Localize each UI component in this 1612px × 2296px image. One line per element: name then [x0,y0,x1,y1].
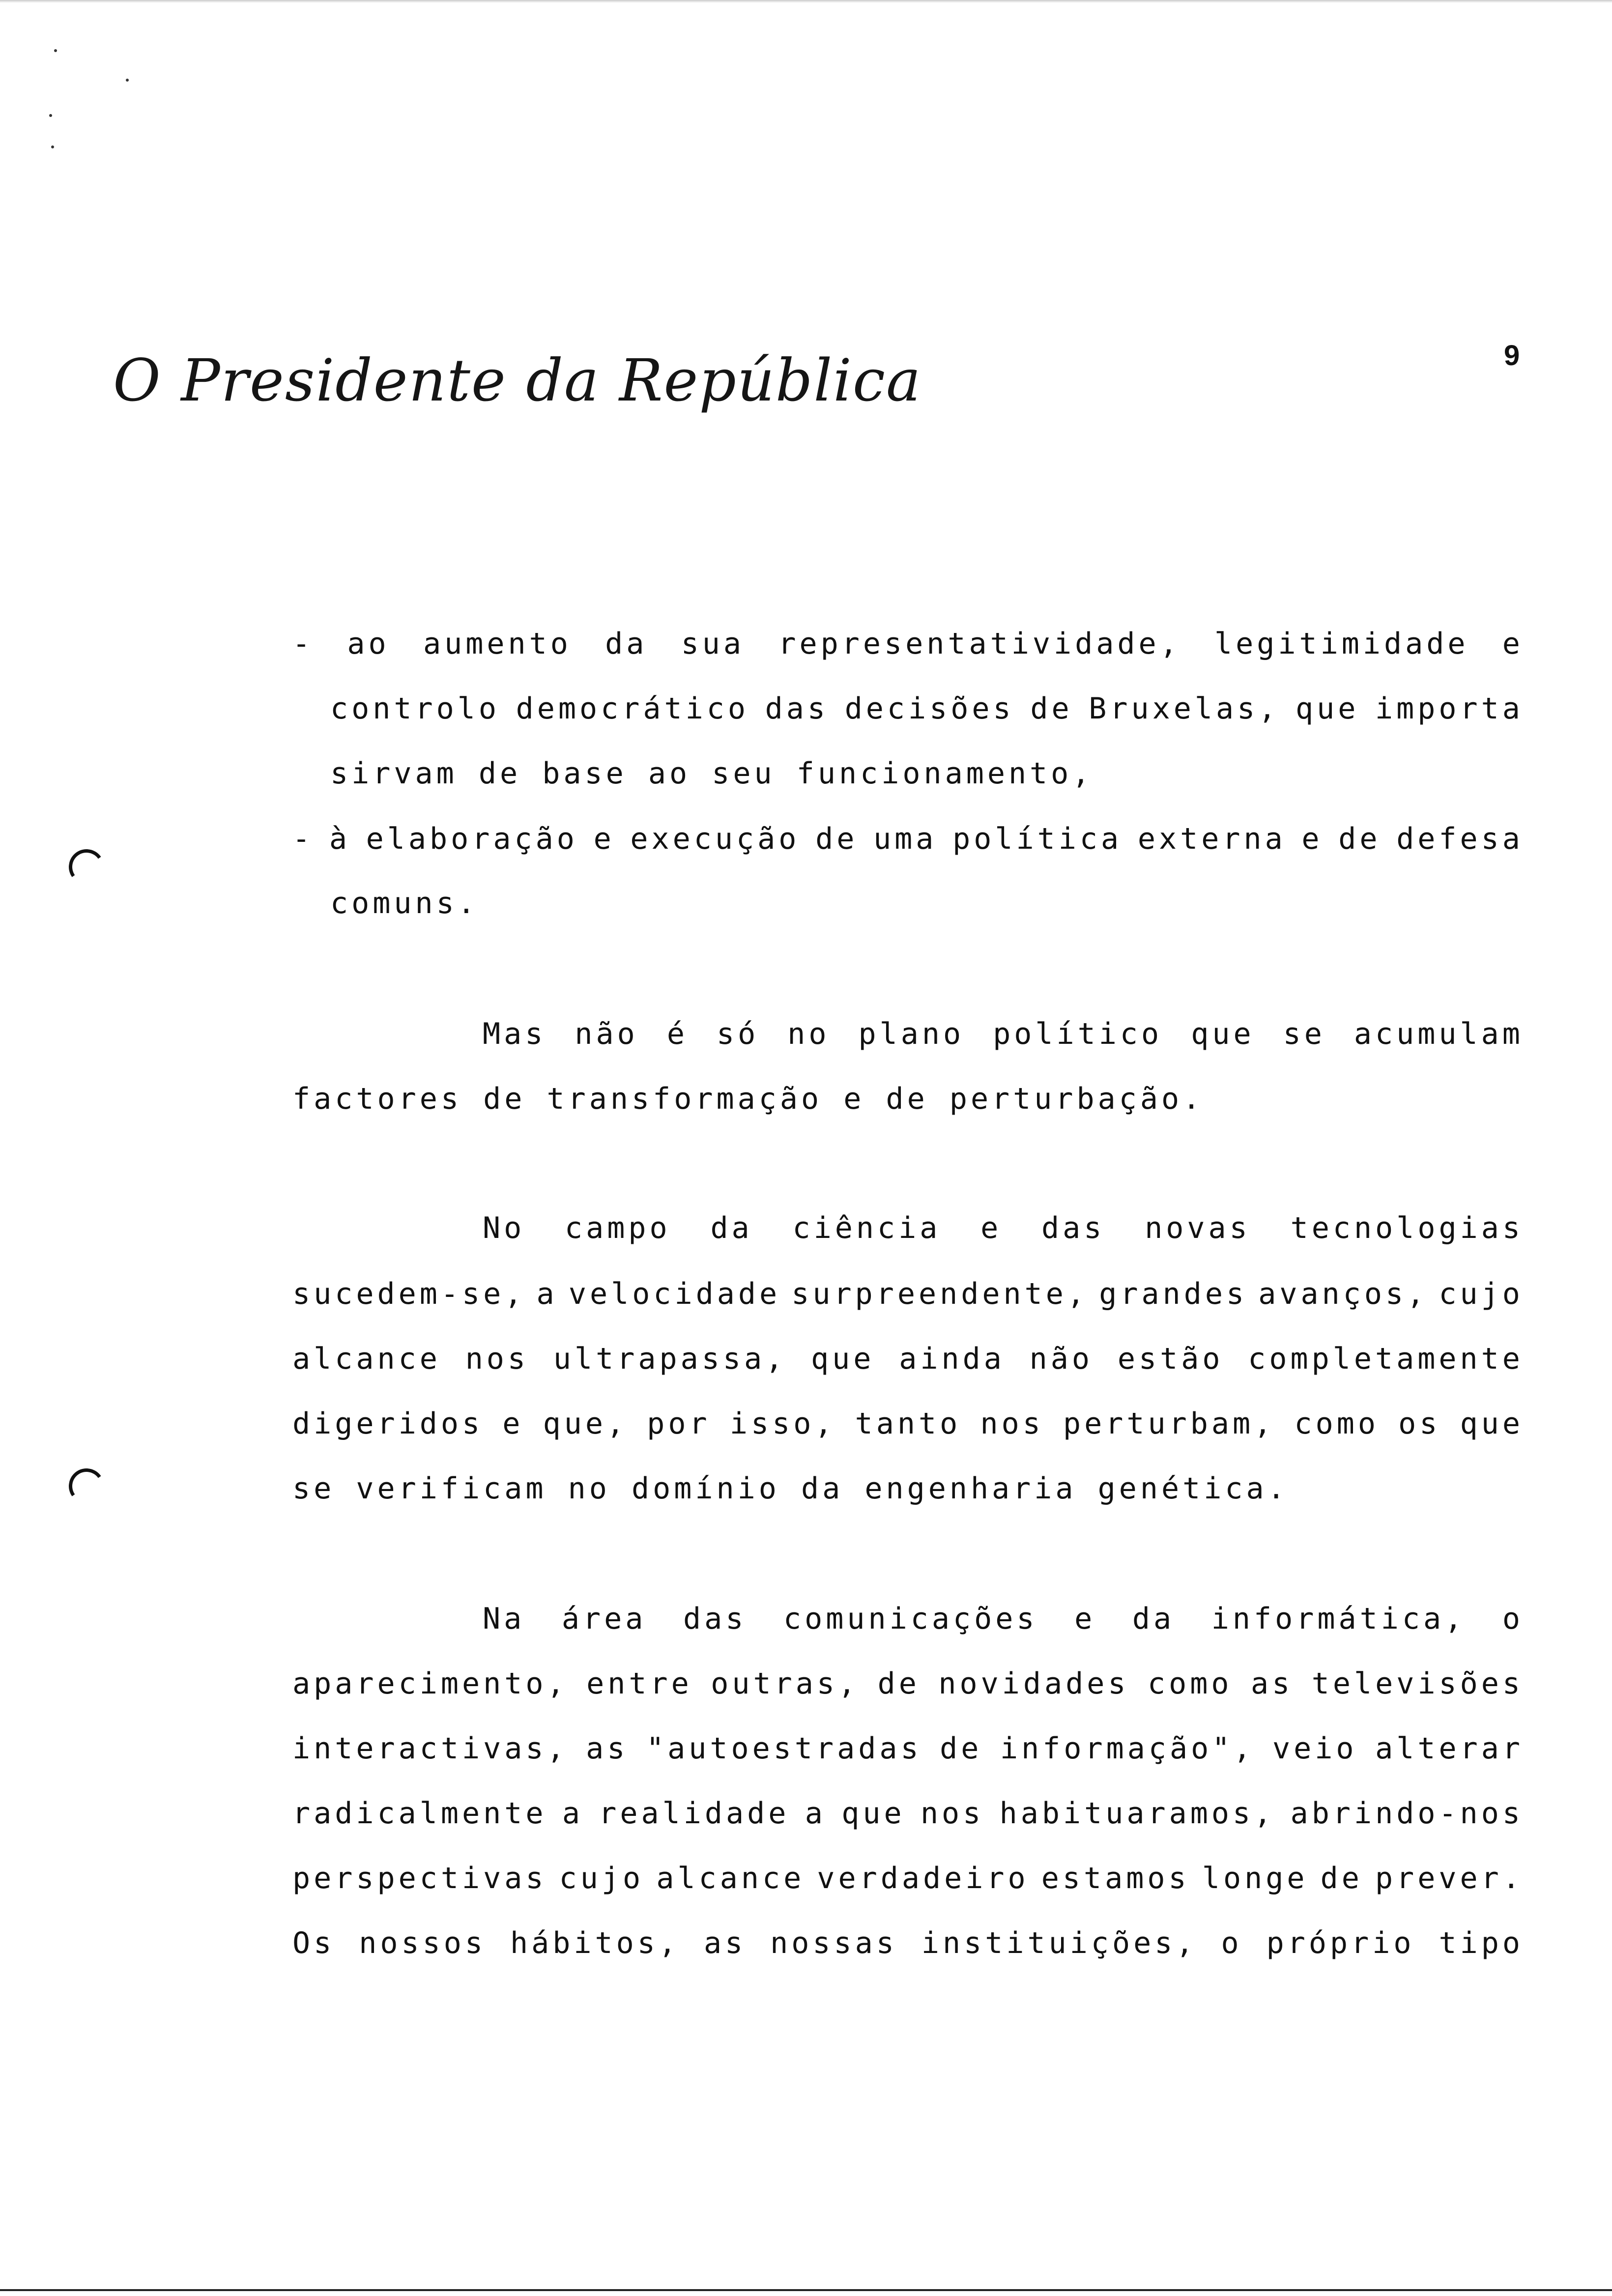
word: as [703,1926,747,1960]
word: - [292,627,314,661]
text-line [292,1344,1524,1374]
word: execução [630,822,800,856]
word: instituições, [921,1926,1197,1960]
word: completamente [1248,1342,1524,1376]
word: tipo [1439,1926,1524,1960]
page-number: 9 [1504,340,1520,372]
word: a [536,1277,558,1311]
word: verdadeiro [817,1861,1029,1895]
word: velocidade [568,1277,781,1311]
word: nossos [359,1926,486,1960]
word: alcance [292,1342,441,1376]
word: de [877,1666,920,1701]
word: tanto [855,1406,961,1441]
word: política [952,822,1123,856]
word: novas [1145,1211,1251,1245]
word: e [1502,627,1524,661]
word: outras, [711,1666,860,1701]
word: ainda [899,1342,1005,1376]
word: digeridos [292,1406,484,1441]
word: o [1502,1602,1524,1636]
word: não [575,1017,638,1051]
word: que [1460,1406,1524,1441]
word: da [710,1211,753,1245]
word: avanços, [1258,1277,1428,1311]
word: comunicações [783,1602,1038,1636]
word: e [1074,1602,1096,1636]
text-line [292,1666,1524,1701]
word: sucedem-se, [292,1277,526,1311]
word: aparecimento, [292,1666,568,1701]
word: que [811,1342,875,1376]
word: os [1398,1406,1441,1441]
word: de [940,1731,982,1766]
word: representatividade, [778,627,1181,661]
text-line [483,1019,1524,1049]
word: informática, [1211,1602,1466,1636]
word: elaboração [366,822,578,856]
word: nos [980,1406,1044,1441]
text-line [292,1928,1524,1958]
word: televisões [1311,1666,1524,1701]
word: nossas [770,1926,897,1960]
word: isso, [729,1406,836,1441]
word: longe [1202,1861,1308,1895]
word: decisões [844,691,1014,726]
scan-speck [51,145,54,148]
word: de [1030,691,1073,726]
word: interactivas, [292,1731,568,1766]
word: hábitos, [510,1926,680,1960]
word: e [1301,822,1323,856]
word: surpreendente, [791,1277,1089,1311]
word: cujo [559,1861,644,1895]
text-line [292,1406,1524,1441]
word: externa [1137,822,1286,856]
word: abrindo-nos [1290,1796,1524,1831]
scan-speck [54,49,57,52]
word: se [1283,1017,1325,1051]
punch-hole-icon [66,1465,107,1506]
word: e [980,1211,1002,1245]
word: que, [543,1406,628,1441]
letterhead-title: O Presidente da República [113,346,922,414]
text-line [292,1731,1524,1766]
scan-speck [126,79,129,82]
word: de [1320,1861,1363,1895]
word: informação", [1000,1731,1255,1766]
word: próprio [1266,1926,1415,1960]
word: democrático [516,691,749,726]
word: da [1132,1602,1175,1636]
word: ao [347,627,390,661]
word: legitimidade [1214,627,1469,661]
text-line [292,1279,1524,1309]
word: controlo [330,691,500,726]
word: estão [1117,1342,1224,1376]
word: de [1338,822,1381,856]
word: entre [586,1666,692,1701]
text-line [292,629,1524,659]
word: não [1029,1342,1094,1376]
word: as [1250,1666,1294,1701]
word: tecnologias [1290,1211,1524,1245]
word: No [483,1211,525,1245]
word: da [605,627,648,661]
word: alterar [1375,1731,1524,1766]
scan-top-edge [0,0,1612,3]
punch-hole-icon [66,846,107,887]
word: por [647,1406,711,1441]
word: acumulam [1353,1017,1524,1051]
word: à [329,822,350,856]
word: como [1147,1666,1233,1701]
word: habituaramos, [999,1796,1275,1831]
word: realidade [599,1796,790,1831]
word: como [1294,1406,1379,1441]
word: nos [465,1342,529,1376]
word: perspectivas [292,1861,547,1895]
word: político [993,1017,1163,1051]
word: que [1191,1017,1255,1051]
word: das [765,691,829,726]
word: alcance [656,1861,805,1895]
word: é [666,1017,688,1051]
word: de [815,822,858,856]
word: ultrapassa, [553,1342,787,1376]
text-line [483,1604,1524,1634]
text-line [292,1796,1524,1831]
word: radicalmente [292,1796,547,1831]
scan-bottom-edge [0,2289,1612,2291]
text-line: sirvam de base ao seu funcionamento, [330,756,1094,791]
word: - [292,822,314,856]
word: grandes [1099,1277,1248,1311]
word: "autoestradas [646,1731,922,1766]
word: e [502,1406,524,1441]
text-line: factores de transformação e de perturbação. [292,1082,1204,1116]
word: o [1221,1926,1242,1960]
word: Bruxelas, [1089,691,1280,726]
word: novidades [938,1666,1129,1701]
word: só [716,1017,759,1051]
word: as [586,1731,629,1766]
text-line: se verificam no domínio da engenharia genética. [292,1471,1289,1506]
word: aumento [423,627,572,661]
scan-speck [49,114,52,117]
word: sua [681,627,745,661]
text-line: comuns. [330,886,479,920]
word: a [805,1796,826,1831]
word: veio [1272,1731,1357,1766]
word: estamos [1041,1861,1190,1895]
word: Os [292,1926,335,1960]
word: a [562,1796,583,1831]
text-line [483,1213,1524,1243]
word: que [841,1796,905,1831]
text-line [330,691,1524,726]
word: nos [920,1796,984,1831]
text-line [292,1861,1524,1895]
word: área [561,1602,647,1636]
word: das [1041,1211,1105,1245]
word: defesa [1396,822,1524,856]
word: Mas [483,1017,547,1051]
word: uma [873,822,937,856]
word: plano [858,1017,965,1051]
word: prever. [1375,1861,1524,1895]
word: campo [565,1211,671,1245]
word: no [787,1017,830,1051]
word: ciência [792,1211,941,1245]
word: Na [483,1602,525,1636]
word: perturbam, [1063,1406,1275,1441]
text-line [292,824,1524,854]
word: importa [1375,691,1524,726]
word: das [683,1602,747,1636]
word: e [593,822,615,856]
word: cujo [1439,1277,1524,1311]
word: que [1295,691,1359,726]
